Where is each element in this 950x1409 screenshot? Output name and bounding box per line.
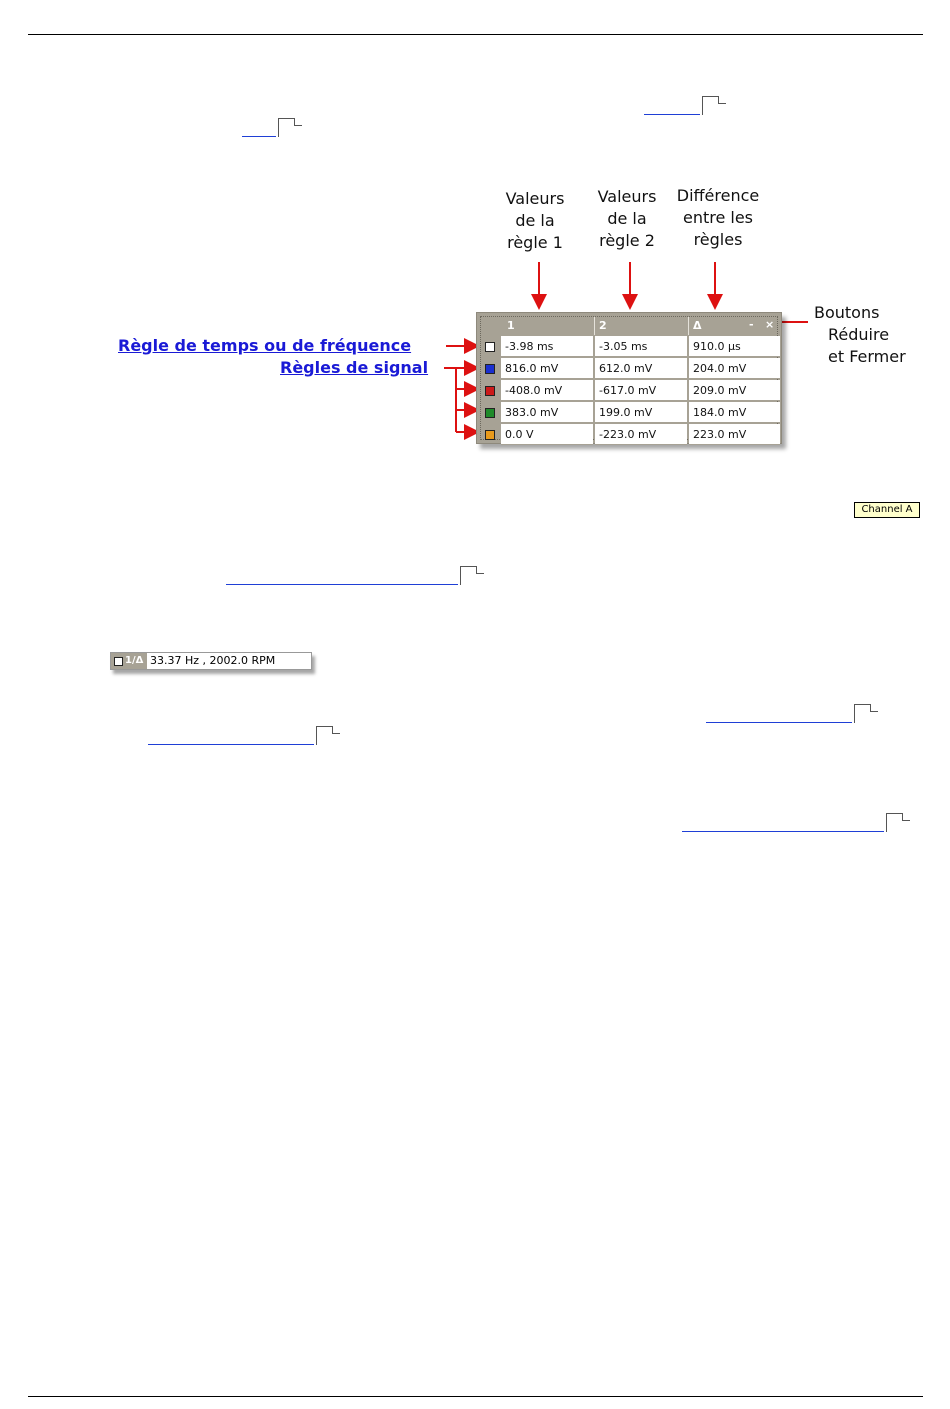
close-button[interactable]: × bbox=[765, 318, 775, 331]
ruler1-value: -3.98 ms bbox=[501, 336, 593, 357]
signal-rulers-label: Règles de signal bbox=[280, 358, 429, 377]
ruler-row bbox=[481, 380, 777, 402]
delta-value: 204.0 mV bbox=[689, 358, 780, 379]
ruler-legend-header bbox=[481, 317, 777, 335]
frequency-tag bbox=[111, 653, 147, 669]
ruler-legend[interactable] bbox=[476, 312, 782, 444]
ruler2-value: -223.0 mV bbox=[595, 424, 687, 445]
channel-color-swatch bbox=[485, 408, 495, 418]
callout-difference: Différence entre les règles bbox=[676, 186, 760, 249]
header-separator bbox=[688, 317, 689, 335]
ruler-legend-rows bbox=[481, 336, 777, 446]
callout-buttons: Boutons Réduire et Fermer bbox=[814, 303, 906, 366]
ruler-row bbox=[481, 336, 777, 358]
channel-tooltip: Channel A bbox=[854, 502, 920, 518]
channel-color-swatch bbox=[485, 342, 495, 352]
minimize-button[interactable]: - bbox=[749, 318, 754, 331]
ruler2-value: 199.0 mV bbox=[595, 402, 687, 423]
header-delta: Δ bbox=[693, 319, 702, 332]
ruler1-value: 816.0 mV bbox=[501, 358, 593, 379]
page-reference-icon[interactable] bbox=[460, 566, 483, 585]
ruler2-value: -3.05 ms bbox=[595, 336, 687, 357]
header-separator bbox=[594, 317, 595, 335]
link-placeholder[interactable] bbox=[226, 584, 458, 585]
delta-value: 209.0 mV bbox=[689, 380, 780, 401]
frequency-tag-label: 1/Δ bbox=[125, 655, 144, 666]
ruler1-value: -408.0 mV bbox=[501, 380, 593, 401]
delta-value: 184.0 mV bbox=[689, 402, 780, 423]
link-placeholder[interactable] bbox=[682, 831, 884, 832]
ruler-legend-frame bbox=[480, 316, 778, 440]
ruler-row bbox=[481, 424, 777, 446]
ruler1-value: 383.0 mV bbox=[501, 402, 593, 423]
page-reference-icon[interactable] bbox=[886, 813, 909, 832]
channel-color-swatch bbox=[485, 364, 495, 374]
figure-arrows bbox=[0, 0, 950, 470]
header-ruler2: 2 bbox=[599, 319, 607, 332]
channel-color-swatch bbox=[485, 386, 495, 396]
callout-ruler2-values: Valeurs de la règle 2 bbox=[597, 187, 657, 250]
frequency-value: 33.37 Hz , 2002.0 RPM bbox=[150, 654, 276, 667]
delta-value: 910.0 µs bbox=[689, 336, 780, 357]
page-reference-icon[interactable] bbox=[316, 726, 339, 745]
ruler-swatch bbox=[114, 657, 123, 666]
page-reference-icon[interactable] bbox=[854, 704, 877, 723]
ruler-row bbox=[481, 402, 777, 424]
channel-color-swatch bbox=[485, 430, 495, 440]
link-placeholder[interactable] bbox=[706, 722, 852, 723]
ruler1-value: 0.0 V bbox=[501, 424, 593, 445]
ruler-row bbox=[481, 358, 777, 380]
link-placeholder[interactable] bbox=[148, 744, 314, 745]
ruler2-value: -617.0 mV bbox=[595, 380, 687, 401]
ruler2-value: 612.0 mV bbox=[595, 358, 687, 379]
callout-ruler1-values: Valeurs de la règle 1 bbox=[505, 189, 565, 252]
footer-rule bbox=[28, 1396, 923, 1397]
frequency-readout[interactable] bbox=[110, 652, 312, 670]
time-ruler-label: Règle de temps ou de fréquence bbox=[118, 336, 412, 355]
delta-value: 223.0 mV bbox=[689, 424, 780, 445]
header-ruler1: 1 bbox=[507, 319, 515, 332]
